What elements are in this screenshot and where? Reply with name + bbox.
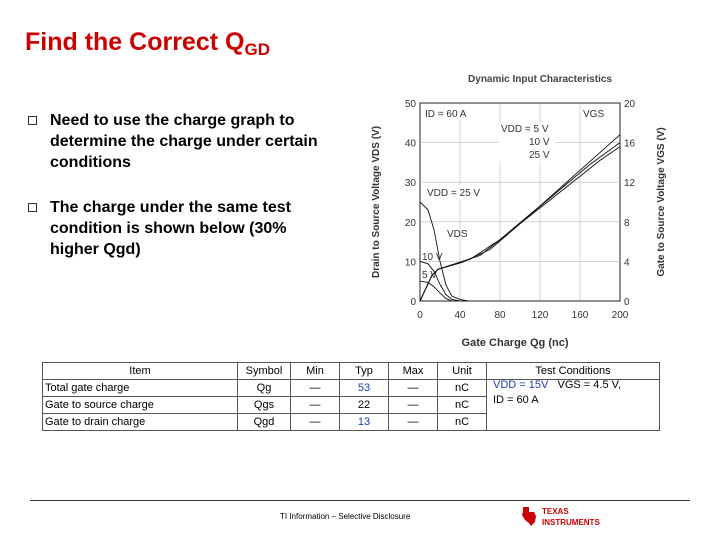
y-tick-label-left: 10 bbox=[404, 257, 416, 269]
cell-item: Gate to drain charge bbox=[43, 414, 238, 431]
footer-text: TI Information – Selective Disclosure bbox=[280, 512, 411, 521]
chart-title: Dynamic Input Characteristics bbox=[468, 74, 612, 85]
y-tick-label-left: 20 bbox=[404, 217, 416, 229]
test-conditions bbox=[493, 378, 621, 408]
y-tick-label-right: 20 bbox=[624, 99, 636, 110]
y-tick-label-left: 30 bbox=[404, 178, 416, 190]
annotation-vdd25: VDD = 25 V bbox=[427, 188, 481, 199]
y-tick-label-right: 0 bbox=[624, 297, 630, 308]
logo-line1: TEXAS bbox=[542, 507, 569, 516]
annotation-vds-10v: 10 V bbox=[422, 252, 443, 263]
logo-line2: INSTRUMENTS bbox=[542, 518, 600, 527]
x-tick-label: 0 bbox=[417, 310, 423, 321]
bullet-text: Need to use the charge graph to determine the charge under certain conditions bbox=[50, 112, 318, 171]
y-tick-label-right: 4 bbox=[624, 257, 630, 269]
x-tick-label: 120 bbox=[531, 310, 549, 321]
header-test-conditions: Test Conditions bbox=[487, 363, 660, 380]
dynamic-input-chart bbox=[365, 68, 685, 358]
square-bullet-icon bbox=[28, 203, 37, 212]
y-axis-label-right: Gate to Source Voltage VGS (V) bbox=[656, 127, 667, 277]
header-unit: Unit bbox=[438, 363, 487, 380]
test-condition-id: ID = 60 A bbox=[493, 394, 539, 406]
ti-logo bbox=[520, 503, 615, 529]
y-axis-label-left: Drain to Source Voltage VDS (V) bbox=[371, 125, 382, 279]
x-tick-label: 80 bbox=[494, 310, 506, 321]
cell-min: — bbox=[291, 414, 340, 431]
cell-min: — bbox=[291, 380, 340, 397]
cell-unit: nC bbox=[438, 380, 487, 397]
annotation-vds-5v: 5 V bbox=[422, 270, 438, 281]
annotation-10v: 10 V bbox=[529, 137, 550, 148]
cell-unit: nC bbox=[438, 414, 487, 431]
cell-item: Gate to source charge bbox=[43, 397, 238, 414]
footer-divider bbox=[30, 500, 690, 501]
slide-title bbox=[25, 28, 270, 60]
test-condition-vgs: VGS = 4.5 V, bbox=[557, 379, 622, 391]
cell-symbol: Qg bbox=[238, 380, 291, 397]
slide-title-text: Find the Correct Q bbox=[25, 28, 245, 56]
cell-unit: nC bbox=[438, 397, 487, 414]
slide-title-subscript: GD bbox=[244, 40, 270, 59]
y-tick-label-right: 8 bbox=[624, 217, 630, 229]
cell-max: — bbox=[389, 380, 438, 397]
annotation-id: ID = 60 A bbox=[425, 109, 467, 120]
header-max: Max bbox=[389, 363, 438, 380]
cell-max: — bbox=[389, 397, 438, 414]
bullet-text: The charge under the same test condition is shown below (30% higher Qgd) bbox=[50, 199, 291, 258]
cell-typ: 22 bbox=[340, 397, 389, 414]
cell-typ: 13 bbox=[340, 414, 389, 431]
x-tick-label: 200 bbox=[611, 310, 629, 321]
y-tick-label-left: 0 bbox=[410, 297, 416, 308]
test-condition-vdd: VDD = 15V bbox=[493, 379, 549, 391]
x-tick-label: 160 bbox=[571, 310, 589, 321]
cell-typ: 53 bbox=[340, 380, 389, 397]
header-item: Item bbox=[43, 363, 238, 380]
cell-min: — bbox=[291, 397, 340, 414]
bullet-item bbox=[28, 197, 318, 260]
cell-symbol: Qgs bbox=[238, 397, 291, 414]
header-min: Min bbox=[291, 363, 340, 380]
header-symbol: Symbol bbox=[238, 363, 291, 380]
y-tick-label-right: 16 bbox=[624, 138, 636, 150]
y-tick-label-left: 50 bbox=[404, 99, 416, 110]
x-tick-label: 40 bbox=[454, 310, 466, 321]
bullet-item bbox=[28, 110, 318, 173]
header-typ: Typ bbox=[340, 363, 389, 380]
annotation-vgs: VGS bbox=[583, 109, 605, 120]
y-tick-label-left: 40 bbox=[404, 138, 416, 150]
annotation-vds: VDS bbox=[447, 229, 468, 240]
cell-item: Total gate charge bbox=[43, 380, 238, 397]
y-tick-label-right: 12 bbox=[624, 178, 636, 190]
texas-state-icon bbox=[522, 507, 536, 526]
annotation-vdd5: VDD = 5 V bbox=[501, 124, 549, 135]
cell-max: — bbox=[389, 414, 438, 431]
cell-symbol: Qgd bbox=[238, 414, 291, 431]
x-axis-label: Gate Charge Qg (nc) bbox=[461, 337, 569, 349]
square-bullet-icon bbox=[28, 116, 37, 125]
annotation-25v: 25 V bbox=[529, 150, 550, 161]
table-header-row bbox=[43, 363, 660, 380]
